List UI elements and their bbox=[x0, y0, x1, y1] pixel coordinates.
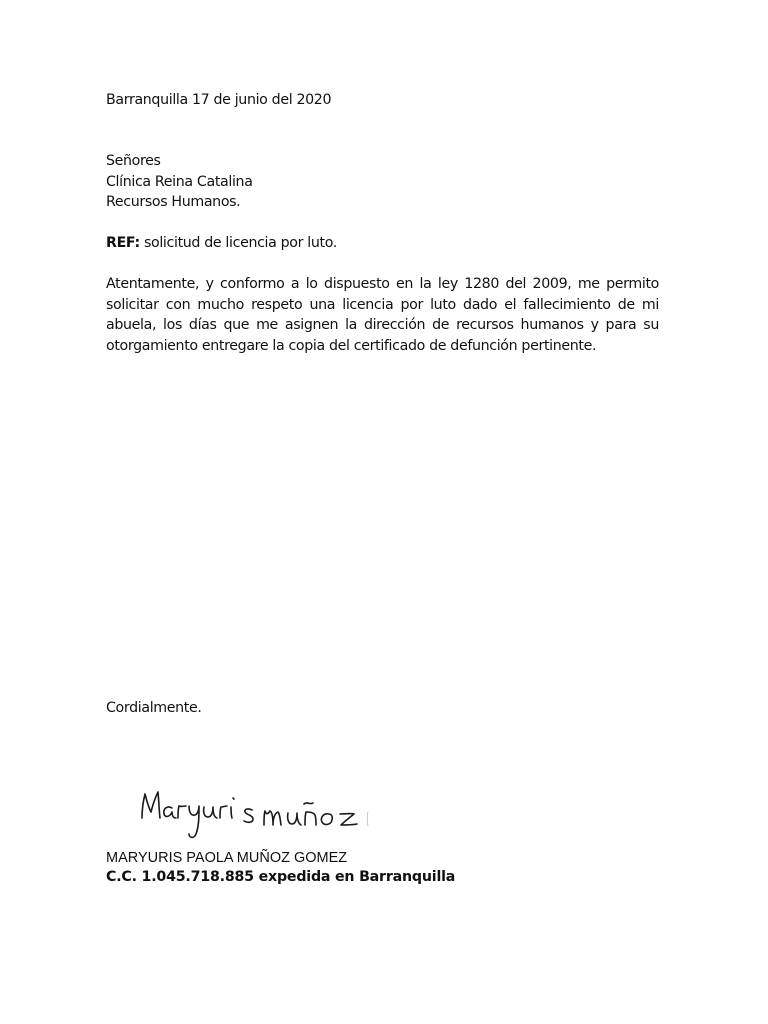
reference-text: solicitud de licencia por luto. bbox=[139, 235, 337, 251]
body-paragraph bbox=[106, 274, 659, 356]
date-line: Barranquilla 17 de junio del 2020 bbox=[106, 92, 332, 108]
recipient-block bbox=[106, 151, 253, 213]
closing-line: Cordialmente. bbox=[106, 700, 202, 716]
handwritten-signature bbox=[112, 776, 377, 848]
reference-line bbox=[106, 233, 337, 253]
recipient-salutation: Señores bbox=[106, 153, 161, 169]
signer-id: C.C. 1.045.718.885 expedida en Barranquilla bbox=[106, 869, 456, 885]
body-line: Atentamente, y conformo a lo dispuesto en la ley 1280 del 2009, me permito bbox=[106, 276, 659, 292]
recipient-organization: Clínica Reina Catalina bbox=[106, 173, 253, 190]
signer-name: MARYURIS PAOLA MUÑOZ GOMEZ bbox=[106, 850, 348, 866]
recipient-department: Recursos Humanos. bbox=[106, 194, 241, 210]
body-line: abuela, los días que me asignen la dirección de recursos humanos y para su bbox=[106, 317, 659, 333]
body-line: otorgamiento entregare la copia del certificado de defunción pertinente. bbox=[106, 337, 597, 354]
body-line: solicitar con mucho respeto una licencia por luto dado el fallecimiento de mi bbox=[106, 296, 659, 313]
reference-label: REF: bbox=[106, 235, 140, 251]
